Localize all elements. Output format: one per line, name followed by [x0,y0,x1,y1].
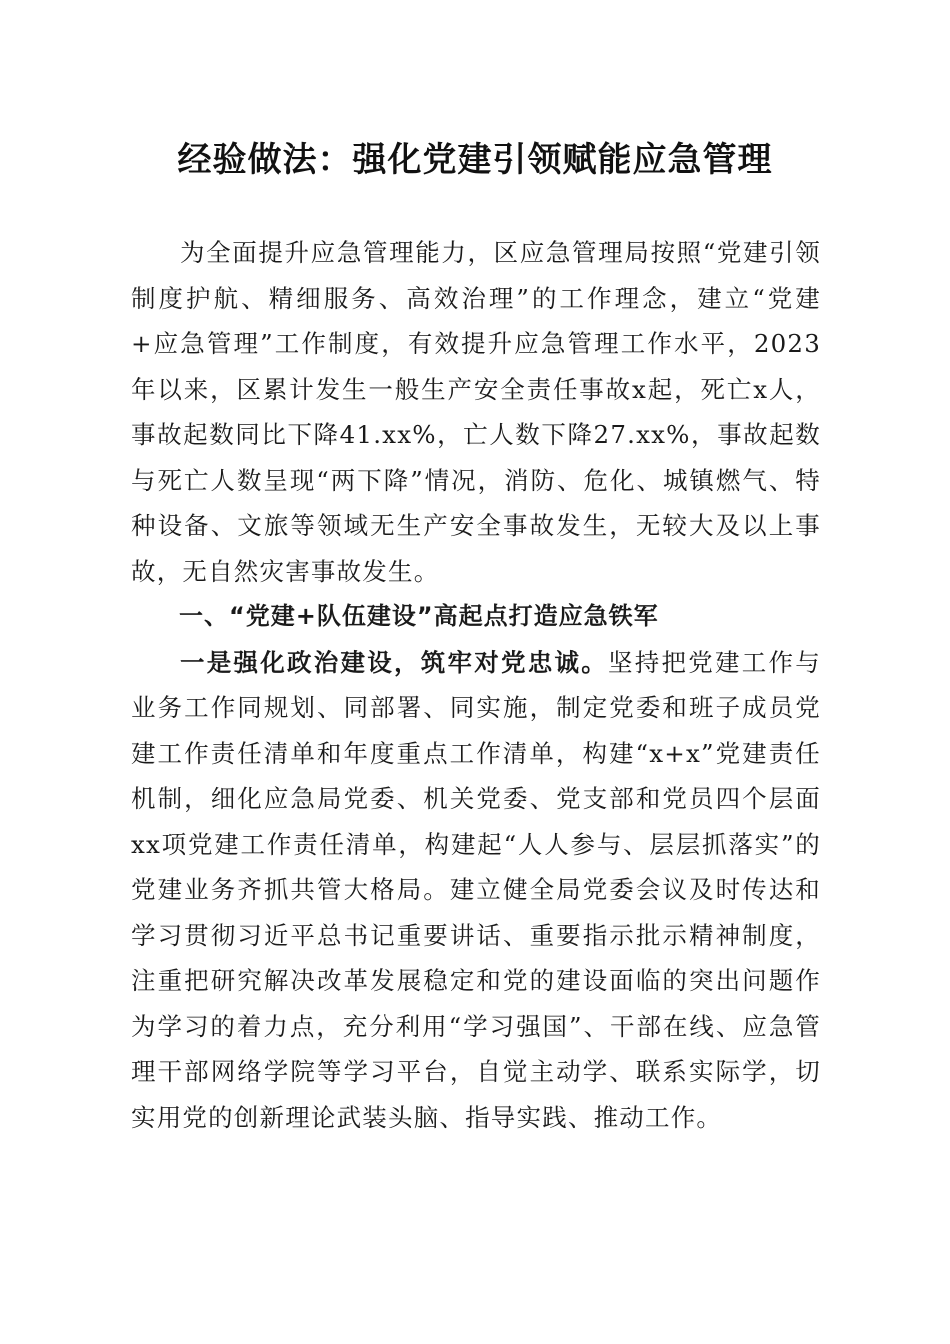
intro-paragraph: 为全面提升应急管理能力，区应急管理局按照“党建引领制度护航、精细服务、高效治理”的工作理念，建立“党建+应急管理”工作制度，有效提升应急管理工作水平，2023年以来，区累计发生一般生产安全责任事故x起，死亡x人，事故起数同比下降41.xx%，亡人数下降27.xx%，事故起数与死亡人数呈现“两下降”情况，消防、危化、城镇燃气、特种设备、文旅等领域无生产安全事故发生，无较大及以上事故，无自然灾害事故发生。 [131,238,821,586]
document-title: 经验做法：强化党建引领赋能应急管理 [177,140,773,180]
section-heading: 一、“党建+队伍建设”高起点打造应急铁军 [179,602,659,630]
document-body [131,230,821,1140]
paragraph-body-text: 坚持把党建工作与业务工作同规划、同部署、同实施，制定党委和班子成员党建工作责任清单和年度重点工作清单，构建“x+x”党建责任机制，细化应急局党委、机关党委、党支部和党员四个层面xx项党建工作责任清单，构建起“人人参与、层层抓落实”的党建业务齐抓共管大格局。建立健全局党委会议及时传达和学习贯彻习近平总书记重要讲话、重要指示批示精神制度，注重把研究解决改革发展稳定和党的建设面临的突出问题作为学习的着力点，充分利用“学习强国”、干部在线、应急管理干部网络学院等学习平台，自觉主动学、联系实际学，切实用党的创新理论武装头脑、指导实践、推动工作。 [131,647,821,1132]
section-paragraph [131,640,821,1141]
paragraph-lead-sentence: 一是强化政治建设，筑牢对党忠诚。 [180,647,609,677]
